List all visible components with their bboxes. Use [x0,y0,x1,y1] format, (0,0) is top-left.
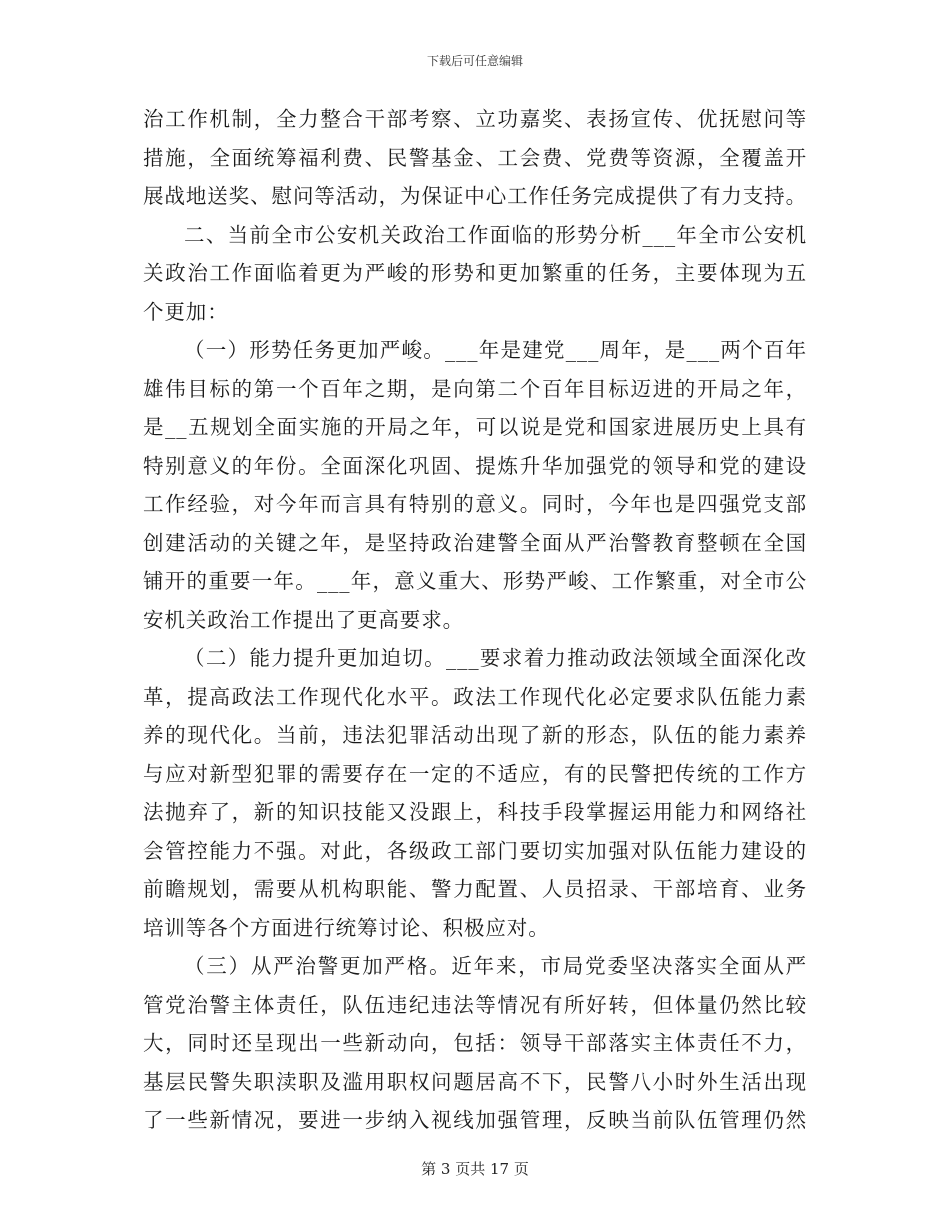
text-line: 工作经验，对今年而言具有特别的意义。同时，今年也是四强党支部 [143,492,807,516]
text-line: （二）能力提升更加迫切。___要求着力推动政法领域全面深化改 [184,646,807,670]
text-line: 会管控能力不强。对此，各级政工部门要切实加强对队伍能力建设的 [143,838,807,863]
text-line: 前瞻规划，需要从机构职能、警力配置、人员招录、干部培育、业务 [143,877,807,901]
page-header: 下载后可任意编辑 [426,54,523,68]
text-line: 与应对新型犯罪的需要存在一定的不适应，有的民警把传统的工作方 [143,761,807,786]
text-line: 培训等各个方面进行统筹讨论、积极应对。 [143,915,550,940]
text-line: 法抛弃了，新的知识技能又没跟上，科技手段掌握运用能力和网络社 [143,800,807,824]
text-line: 是__五规划全面实施的开局之年，可以说是党和国家进展历史上具有 [143,415,807,439]
text-line: 二、当前全市公安机关政治工作面临的形势分析___年全市公安机 [184,222,807,247]
text-line: 铺开的重要一年。___年，意义重大、形势严峻、工作繁重，对全市公 [143,569,807,593]
text-line: 管党治警主体责任，队伍违纪违法等情况有所好转，但体量仍然比较 [143,992,807,1017]
text-line: 基层民警失职渎职及滥用职权问题居高不下，民警八小时外生活出现 [143,1069,807,1094]
text-line: 养的现代化。当前，违法犯罪活动出现了新的形态，队伍的能力素养 [143,723,807,747]
text-line: 了一些新情况，要进一步纳入视线加强管理，反映当前队伍管理仍然 [143,1108,807,1132]
text-line: 展战地送奖、慰问等活动，为保证中心工作任务完成提供了有力支持。 [143,184,807,208]
text-line: 大，同时还呈现出一些新动向，包括：领导干部落实主体责任不力， [143,1031,807,1055]
text-line: 雄伟目标的第一个百年之期，是向第二个百年目标迈进的开局之年， [143,376,807,401]
text-line: （一）形势任务更加严峻。___年是建党___周年，是___两个百年 [184,338,807,362]
text-line: 措施，全面统筹福利费、民警基金、工会费、党费等资源，全覆盖开 [143,145,807,170]
text-line: 关政治工作面临着更为严峻的形势和更加繁重的任务，主要体现为五 [143,261,807,285]
text-line: 治工作机制，全力整合干部考察、立功嘉奖、表扬宣传、优抚慰问等 [143,107,807,131]
page-footer: 第 3 页共 17 页 [421,1160,529,1178]
text-line: 革，提高政法工作现代化水平。政法工作现代化必定要求队伍能力素 [143,684,807,709]
text-line: 个更加： [143,299,229,324]
text-line: 特别意义的年份。全面深化巩固、提炼升华加强党的领导和党的建设 [143,453,807,478]
text-line: （三）从严治警更加严格。近年来，市局党委坚决落实全面从严 [184,954,807,978]
text-line: 创建活动的关键之年，是坚持政治建警全面从严治警教育整顿在全国 [143,530,807,555]
text-line: 安机关政治工作提出了更高要求。 [143,607,464,632]
document-body [143,100,807,1140]
